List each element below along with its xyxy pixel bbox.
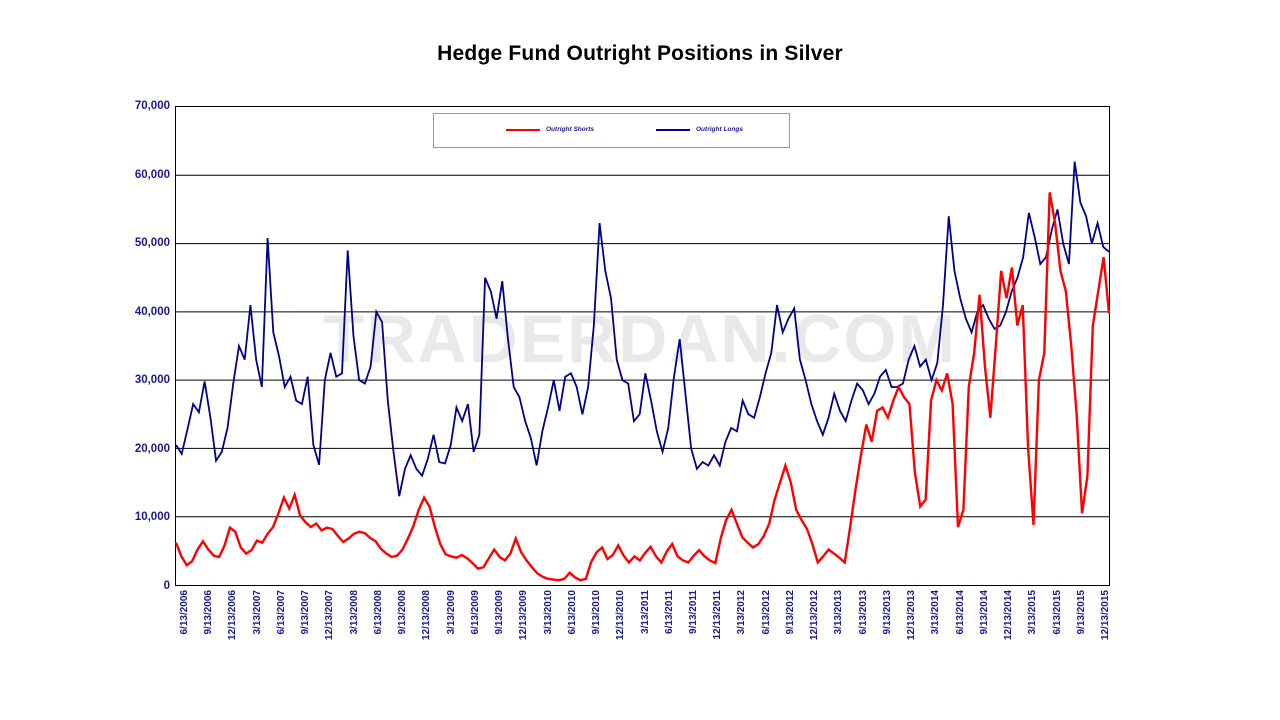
x-axis-tick-label: 9/13/2011 xyxy=(687,590,699,634)
x-axis-tick-label: 6/13/2015 xyxy=(1051,590,1063,635)
y-axis-tick-label: 40,000 xyxy=(134,305,170,318)
y-axis-labels xyxy=(108,100,170,592)
x-axis-tick-label: 12/13/2008 xyxy=(421,590,433,641)
x-axis-tick-label: 6/13/2013 xyxy=(857,590,869,635)
x-axis-tick-label: 12/13/2012 xyxy=(809,590,821,641)
x-axis-tick-label: 3/13/2008 xyxy=(348,590,360,635)
x-axis-tick-label: 12/13/2013 xyxy=(906,590,918,641)
x-axis-tick-label: 3/13/2009 xyxy=(445,590,457,635)
x-axis-tick-label: 3/13/2010 xyxy=(542,590,554,635)
x-axis-tick-label: 3/13/2011 xyxy=(639,590,651,634)
x-axis-tick-label: 6/13/2010 xyxy=(566,590,578,635)
page-title: Hedge Fund Outright Positions in Silver xyxy=(437,42,843,65)
x-axis-tick-label: 6/13/2014 xyxy=(954,590,966,635)
x-axis-tick-label: 6/13/2012 xyxy=(760,590,772,635)
x-axis-tick-label: 9/13/2007 xyxy=(300,590,312,635)
x-axis-tick-label: 3/13/2015 xyxy=(1027,590,1039,635)
x-axis-tick-label: 9/13/2014 xyxy=(978,590,990,635)
x-axis-tick-label: 6/13/2009 xyxy=(469,590,481,635)
series-lines xyxy=(176,107,1109,585)
x-axis-tick-label: 9/13/2012 xyxy=(784,590,796,635)
x-axis-tick-label: 3/13/2014 xyxy=(930,590,942,635)
x-axis-tick-label: 12/13/2010 xyxy=(615,590,627,641)
legend-label-longs: Outright Longs xyxy=(696,126,743,133)
chart-legend xyxy=(433,113,790,148)
y-axis-tick-label: 60,000 xyxy=(134,168,170,181)
x-axis-tick-label: 3/13/2012 xyxy=(736,590,748,635)
series-line-outright-longs xyxy=(176,162,1109,497)
x-axis-tick-label: 12/13/2007 xyxy=(324,590,336,641)
y-axis-tick-label: 20,000 xyxy=(134,442,170,455)
x-axis-tick-label: 9/13/2008 xyxy=(397,590,409,635)
x-axis-tick-label: 6/13/2007 xyxy=(275,590,287,635)
watermark: TRADERDAN.COM xyxy=(322,301,958,377)
gridlines xyxy=(176,175,1109,516)
x-axis-tick-label: 3/13/2007 xyxy=(251,590,263,635)
x-axis-tick-label: 12/13/2006 xyxy=(227,590,239,641)
x-axis-tick-label: 9/13/2015 xyxy=(1075,590,1087,635)
x-axis-tick-label: 9/13/2006 xyxy=(203,590,215,635)
legend-swatch-shorts xyxy=(506,129,540,131)
x-axis-tick-label: 12/13/2011 xyxy=(712,590,724,640)
legend-item-outright-longs xyxy=(656,126,743,133)
series-line-outright-shorts xyxy=(176,192,1109,580)
x-axis-tick-label: 6/13/2008 xyxy=(372,590,384,635)
plot-area xyxy=(175,106,1110,586)
x-axis-tick-label: 9/13/2010 xyxy=(591,590,603,635)
y-axis-tick-label: 70,000 xyxy=(134,100,170,112)
x-axis-tick-label: 12/13/2009 xyxy=(518,590,530,641)
legend-item-outright-shorts xyxy=(506,126,594,133)
legend-label-shorts: Outright Shorts xyxy=(546,126,595,133)
x-axis-tick-label: 9/13/2013 xyxy=(881,590,893,635)
x-axis-tick-label: 6/13/2011 xyxy=(663,590,675,634)
y-axis-tick-label: 10,000 xyxy=(134,511,170,524)
x-axis-tick-label: 3/13/2013 xyxy=(833,590,845,635)
x-axis-tick-label: 12/13/2015 xyxy=(1100,590,1111,641)
x-axis-tick-label: 12/13/2014 xyxy=(1003,590,1015,641)
x-axis-tick-label: 9/13/2009 xyxy=(494,590,506,635)
y-axis-tick-label: 30,000 xyxy=(134,374,170,387)
x-axis-labels xyxy=(175,590,1110,710)
legend-swatch-longs xyxy=(656,129,690,131)
x-axis-tick-label: 6/13/2006 xyxy=(179,590,190,635)
y-axis-tick-label: 50,000 xyxy=(134,237,170,250)
y-axis-tick-label: 0 xyxy=(163,580,170,592)
